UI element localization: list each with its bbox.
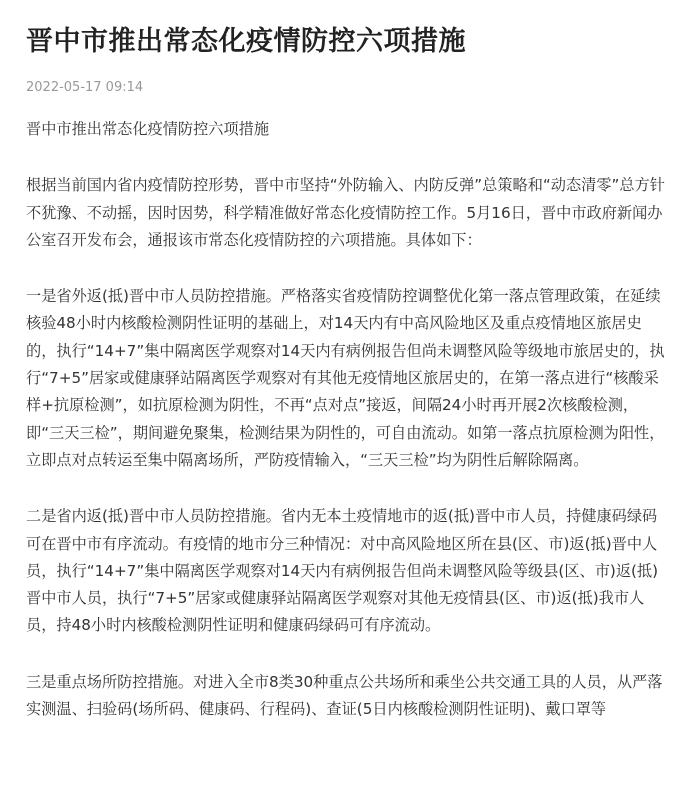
article-paragraph: 一是省外返(抵)晋中市人员防控措施。严格落实省疫情防控调整优化第一落点管理政策，在延续核验48小时内核酸检测阴性证明的基础上，对14天内有中高风险地区及重点疫情地区旅居史的，执行“14+7”集中隔离医学观察对14天内有病例报告但尚未调整风险等级地市旅居史的，执行“7+5”居家或健康驿站隔离医学观察对有其他无疫情地区旅居史的，在第一落点进行“核酸采样+抗原检测”，如抗原检测为阴性，不再“点对点”接返，间隔24小时再开展2次核酸检测，即“三天三检”，期间避免聚集，检测结果为阴性的，可自由流动。如第一落点抗原检测为阳性，立即点对点转运至集中隔离场所，严防疫情输入，“三天三检”均为阴性后解除隔离。 [26,287,665,469]
article-paragraph: 根据当前国内省内疫情防控形势，晋中市坚持“外防输入、内防反弹”总策略和“动态清零”总方针不犹豫、不动摇，因时因势，科学精准做好常态化疫情防控工作。5月16日，晋中市政府新闻办公室召开发布会，通报该市常态化疫情防控的六项措施。具体如下： [26,176,665,249]
article [26,0,672,752]
article-paragraph: 晋中市推出常态化疫情防控六项措施 [26,120,269,138]
publish-date: 2022-05-17 09:14 [26,80,144,95]
article-title: 晋中市推出常态化疫情防控六项措施 [26,26,466,57]
article-paragraph: 二是省内返(抵)晋中市人员防控措施。省内无本土疫情地市的返(抵)晋中市人员，持健康码绿码可在晋中市有序流动。有疫情的地市分三种情况：对中高风险地区所在县(区、市)返(抵)晋中人员，执行“14+7”集中隔离医学观察对14天内有病例报告但尚未调整风险等级县(区、市)返(抵)晋中市人员，执行“7+5”居家或健康驿站隔离医学观察对其他无疫情县(区、市)返(抵)我市人员，持48小时内核酸检测阴性证明和健康码绿码可有序流动。 [26,507,659,635]
article-paragraph: 三是重点场所防控措施。对进入全市8类30种重点公共场所和乘坐公共交通工具的人员，从严落实测温、扫验码(场所码、健康码、行程码)、查证(5日内核酸检测阴性证明)、戴口罩等 [26,672,663,719]
article-body [26,116,672,723]
